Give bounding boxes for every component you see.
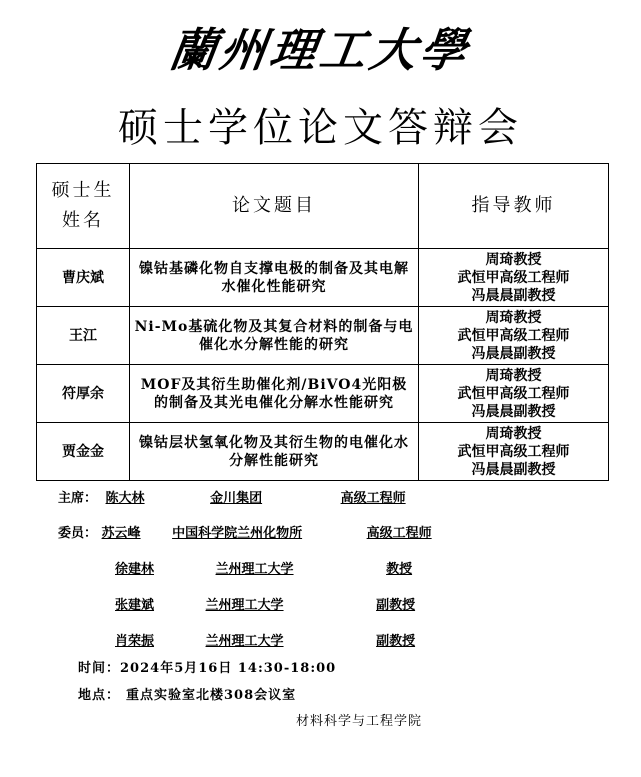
- member-line: [115, 594, 440, 613]
- advisor: 冯晨晨副教授: [471, 345, 556, 362]
- thesis-topic: 镍钴层状氢氧化物及其衍生物的电催化水分解性能研究: [130, 423, 419, 481]
- page-title: 硕士学位论文答辩会: [118, 105, 523, 151]
- member-name: 肖荣振: [115, 634, 155, 649]
- place-line: [78, 684, 296, 703]
- advisors-cell: [419, 365, 609, 423]
- student-name: 王江: [37, 307, 130, 365]
- member-name: 徐建林: [115, 562, 155, 577]
- table-header-row: [37, 164, 609, 249]
- thesis-table: [36, 163, 609, 481]
- organizer: 材料科学与工程学院: [296, 714, 423, 729]
- advisor: 武恒甲高级工程师: [457, 269, 570, 286]
- chair-label: 主席：: [58, 491, 98, 506]
- place-value: 重点实验室北楼308会议室: [126, 688, 297, 703]
- chair-title: 高级工程师: [340, 491, 406, 506]
- place-label: 地点：: [78, 688, 121, 703]
- student-name: 曹庆斌: [37, 249, 130, 307]
- thesis-topic: MOF及其衍生助催化剂/BiVO4光阳极的制备及其光电催化分解水性能研究: [130, 365, 419, 423]
- thesis-topic: Ni-Mo基硫化物及其复合材料的制备与电催化水分解性能的研究: [130, 307, 419, 365]
- advisors-cell: [419, 307, 609, 365]
- member-name: 苏云峰: [101, 526, 141, 541]
- advisor: 冯晨晨副教授: [471, 403, 556, 420]
- advisor: 冯晨晨副教授: [471, 461, 556, 478]
- advisor: 周琦教授: [485, 367, 542, 384]
- advisors-cell: [419, 249, 609, 307]
- header-name: 硕士生 姓名: [37, 164, 130, 249]
- member-line: [58, 522, 459, 541]
- chair-org: 金川集团: [210, 491, 263, 506]
- member-org: 兰州理工大学: [205, 634, 284, 649]
- university-logo: 蘭州理工大學: [166, 23, 474, 77]
- time-label: 时间：: [78, 661, 121, 676]
- members-label: 委员：: [58, 526, 98, 541]
- table-row: [37, 249, 609, 307]
- chair-name: 陈大林: [105, 491, 145, 506]
- advisors-cell: [419, 423, 609, 481]
- member-title: 高级工程师: [366, 526, 432, 541]
- student-name: 符厚余: [37, 365, 130, 423]
- table-row: [37, 307, 609, 365]
- member-line: [115, 558, 446, 577]
- thesis-topic: 镍钴基磷化物自支撑电极的制备及其电解水催化性能研究: [130, 249, 419, 307]
- member-title: 副教授: [376, 598, 416, 613]
- member-org: 中国科学院兰州化物所: [172, 526, 303, 541]
- member-org: 兰州理工大学: [205, 598, 284, 613]
- time-line: [78, 657, 336, 676]
- member-line: [115, 630, 440, 649]
- time-value: 2024年5月16日 14:30-18:00: [120, 661, 337, 676]
- advisor: 武恒甲高级工程师: [457, 443, 570, 460]
- student-name: 贾金金: [37, 423, 130, 481]
- advisor: 冯晨晨副教授: [471, 287, 556, 304]
- advisor: 周琦教授: [485, 251, 542, 268]
- member-name: 张建斌: [115, 598, 155, 613]
- table-row: [37, 365, 609, 423]
- table-row: [37, 423, 609, 481]
- member-org: 兰州理工大学: [215, 562, 294, 577]
- header-topic: 论文题目: [130, 164, 419, 249]
- header-advisor: 指导教师: [419, 164, 609, 249]
- chair-line: [58, 487, 441, 506]
- member-title: 副教授: [376, 634, 416, 649]
- advisor: 武恒甲高级工程师: [457, 385, 570, 402]
- advisor: 周琦教授: [485, 425, 542, 442]
- advisor: 周琦教授: [485, 309, 542, 326]
- member-title: 教授: [386, 562, 413, 577]
- advisor: 武恒甲高级工程师: [457, 327, 570, 344]
